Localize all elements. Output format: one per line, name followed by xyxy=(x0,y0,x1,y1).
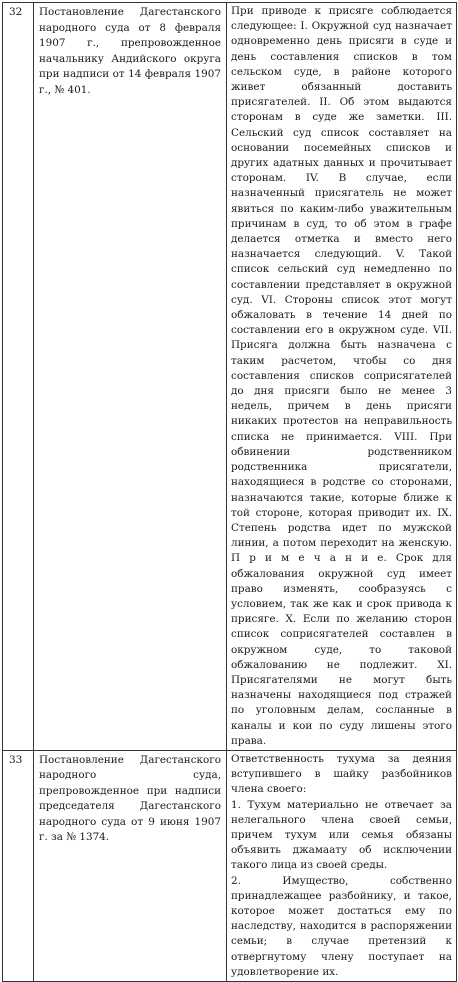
document-source-description: Постановление Дагестанского народного суда, препровожденное при надписи председателя Дагестанского народного суда от 9 июня 1907 г. за № 1374. xyxy=(34,750,227,981)
document-content: При приводе к присяге соблюдается следующее: I. Окружной суд назначает одновременно день присяги в суде и день составления списков в том сельском суде, в районе которого живет обязанный доставить присягателей. II. Об этом выдаются сторонам в суде же заметки. III. Сельский суд список составляет на основании посемейных списков и других адатных данных и прочитывает сторонам. IV. В случае, если назначенный присягатель не может явиться по каким-либо уважительным причинам в суд, то об этом в графе делается отметка и вместо него назначается следующий. V. Такой список сельский суд немедленно по составлении представляет в окружной суд. VI. Стороны список этот могут обжаловать в течение 14 дней по составлении его в окружном суде. VII. Присяга должна быть назначена с таким расчетом, чтобы со дня составления списков соприсягателей до дня присяги было не менее 3 недель, причем в день присяги никаких протестов на неправильность списка не принимается. VIII. При обвинении родственником родственника присягатели, находящиеся в родстве со сторонами, назначаются такие, которые ближе к той стороне, которая приводит их. IX. Степень родства идет по мужской линии, а потом переходит на женскую. П р и м е ч а н и е. Срок для обжалования окружной суд имеет право изменять, сообразуясь с условием, так же как и срок привода к присяге. X. Если по желанию сторон список соприсягателей составлен в окружном суде, то таковой обжалованию не подлежит. XI. Присягателями не могут быть назначены находящиеся под стражей по уголовным делам, сосланные в каналы и кои по суду лишены этого права. xyxy=(227,3,457,751)
table-row xyxy=(3,3,457,751)
content-intro: Ответственность тухума за деяния вступившего в шайку разбойников члена своего: xyxy=(231,752,452,796)
row-number: 33 xyxy=(3,750,34,981)
document-source-description: Постановление Дагестанского народного суда от 8 февраля 1907 г., препровожденное начальнику Андийского округа при надписи от 14 февраля 1907 г., № 401. xyxy=(34,3,227,751)
content-item: 2. Имущество, собственно принадлежащее разбойнику, и такое, которое может достаться ему по наследству, находится в распоряжении семьи; в случае претензий к отвергнутому члену поступает на удовлетворение их. xyxy=(231,874,452,978)
document-table xyxy=(2,2,457,982)
document-content xyxy=(227,750,457,981)
content-item: 1. Тухум материально не отвечает за нелегального члена своей семьи, причем тухум или семья обязаны объявить джамаату об исключении такого лица из своей среды. xyxy=(231,798,452,872)
table-row xyxy=(3,750,457,981)
row-number: 32 xyxy=(3,3,34,751)
